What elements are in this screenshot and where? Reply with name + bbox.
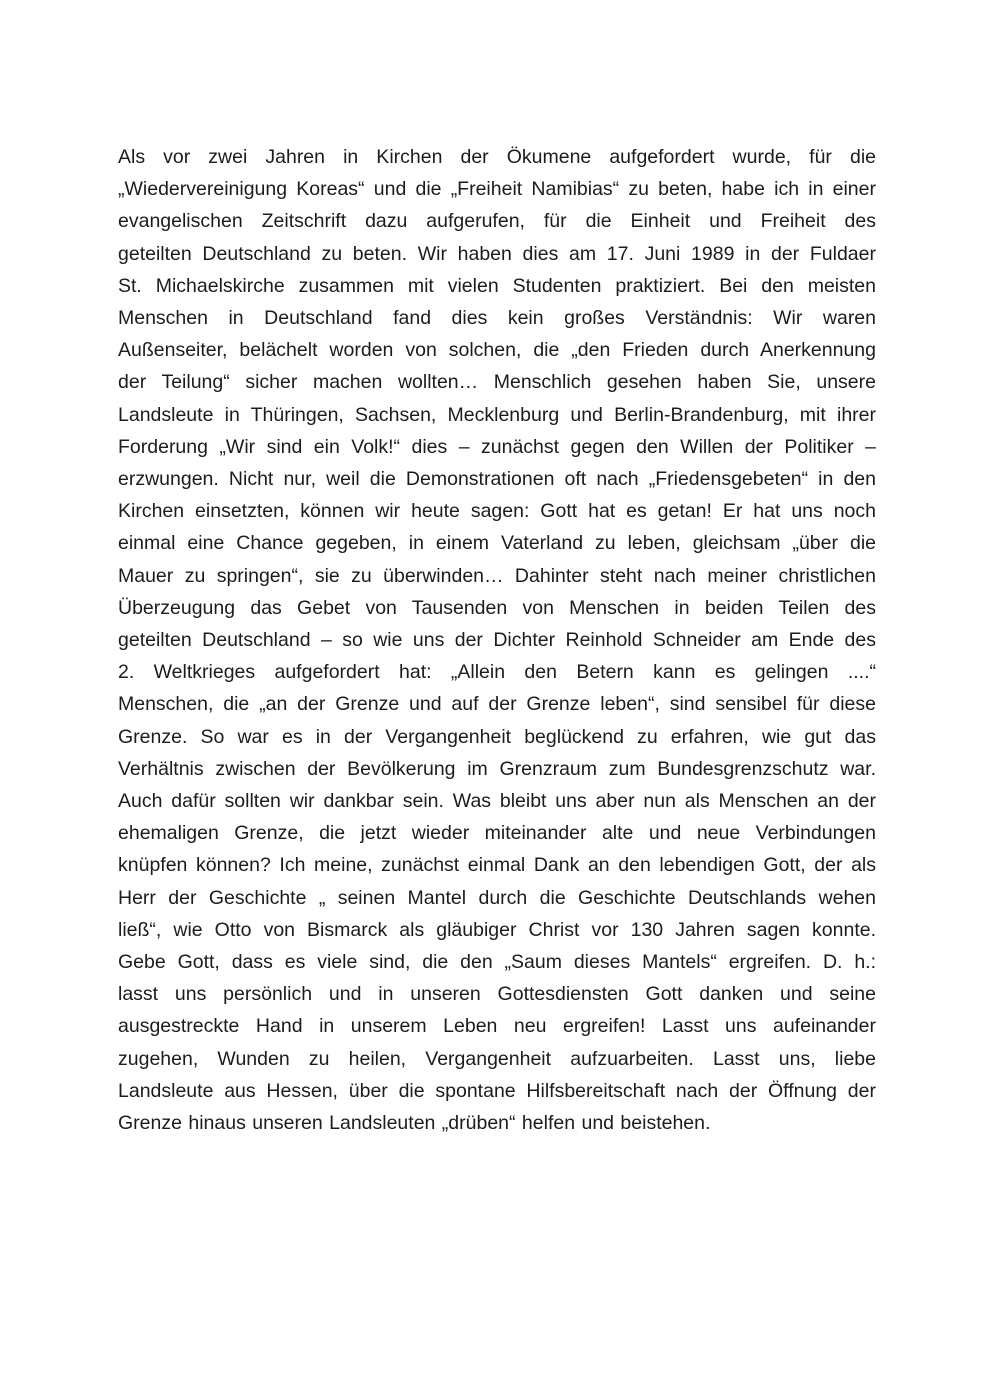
text-line: einmal eine Chance gegeben, in einem Vaterland zu leben, gleichsam „über die — [118, 532, 876, 555]
text-line: knüpfen können? Ich meine, zunächst einmal Dank an den lebendigen Gott, der als — [118, 854, 876, 877]
text-line: St. Michaelskirche zusammen mit vielen Studenten praktiziert. Bei den meisten — [118, 274, 876, 297]
text-line: ausgestreckte Hand in unserem Leben neu ergreifen! Lasst uns aufeinander — [118, 1015, 876, 1038]
text-line: Landsleute in Thüringen, Sachsen, Mecklenburg und Berlin-Brandenburg, mit ihrer — [118, 403, 876, 426]
text-line: Gebe Gott, dass es viele sind, die den „Saum dieses Mantels“ ergreifen. D. h.: — [118, 951, 876, 974]
text-line: geteilten Deutschland zu beten. Wir haben dies am 17. Juni 1989 in der Fuldaer — [118, 242, 876, 265]
text-line: evangelischen Zeitschrift dazu aufgerufen, für die Einheit und Freiheit des — [118, 210, 876, 233]
text-line: Verhältnis zwischen der Bevölkerung im Grenzraum zum Bundesgrenzschutz war. — [118, 757, 876, 780]
text-line: Herr der Geschichte „ seinen Mantel durch die Geschichte Deutschlands wehen — [118, 886, 876, 909]
text-line: Forderung „Wir sind ein Volk!“ dies – zunächst gegen den Willen der Politiker – — [118, 435, 876, 458]
text-line: ehemaligen Grenze, die jetzt wieder miteinander alte und neue Verbindungen — [118, 822, 876, 845]
text-line: Kirchen einsetzten, können wir heute sagen: Gott hat es getan! Er hat uns noch — [118, 500, 876, 523]
text-line: zugehen, Wunden zu heilen, Vergangenheit aufzuarbeiten. Lasst uns, liebe — [118, 1047, 876, 1070]
text-line: Mauer zu springen“, sie zu überwinden… Dahinter steht nach meiner christlichen — [118, 564, 876, 587]
text-line: erzwungen. Nicht nur, weil die Demonstrationen oft nach „Friedensgebeten“ in den — [118, 468, 876, 491]
text-line: Auch dafür sollten wir dankbar sein. Was bleibt uns aber nun als Menschen an der — [118, 790, 876, 813]
text-line: Als vor zwei Jahren in Kirchen der Ökumene aufgefordert wurde, für die — [118, 146, 876, 168]
text-line: Menschen in Deutschland fand dies kein großes Verständnis: Wir waren — [118, 307, 876, 330]
text-line: Grenze hinaus unseren Landsleuten „drüben“ helfen und beistehen. — [118, 1112, 711, 1135]
text-line: geteilten Deutschland – so wie uns der Dichter Reinhold Schneider am Ende des — [118, 629, 876, 652]
text-line: der Teilung“ sicher machen wollten… Menschlich gesehen haben Sie, unsere — [118, 371, 876, 394]
text-line: Menschen, die „an der Grenze und auf der Grenze leben“, sind sensibel für diese — [118, 693, 876, 716]
text-line: Außenseiter, belächelt worden von solchen, die „den Frieden durch Anerkennung — [118, 339, 876, 362]
paragraph — [118, 141, 876, 1139]
text-line: Landsleute aus Hessen, über die spontane Hilfsbereitschaft nach der Öffnung der — [118, 1079, 876, 1102]
text-line: „Wiedervereinigung Koreas“ und die „Freiheit Namibias“ zu beten, habe ich in einer — [118, 178, 876, 201]
text-line: 2. Weltkrieges aufgefordert hat: „Allein den Betern kann es gelingen ....“ — [118, 661, 876, 684]
text-line: Grenze. So war es in der Vergangenheit beglückend zu erfahren, wie gut das — [118, 725, 876, 748]
text-line: Überzeugung das Gebet von Tausenden von Menschen in beiden Teilen des — [118, 596, 876, 619]
text-line: lasst uns persönlich und in unseren Gottesdiensten Gott danken und seine — [118, 983, 876, 1006]
text-line: ließ“, wie Otto von Bismarck als gläubiger Christ vor 130 Jahren sagen konnte. — [118, 918, 876, 941]
